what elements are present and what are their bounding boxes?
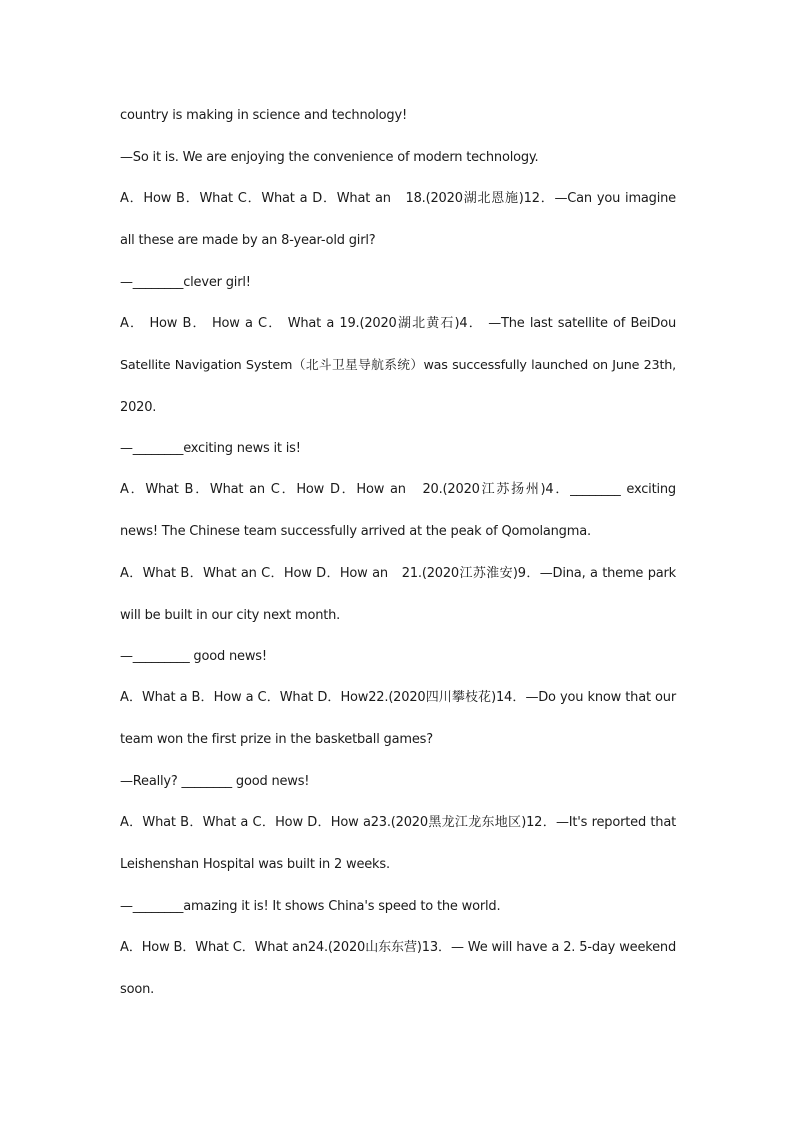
text-line-11: news! The Chinese team successfully arrived at the peak of Qomolangma. <box>120 524 591 539</box>
text-line-4: all these are made by an 8-year-old girl? <box>120 233 376 248</box>
text-line-9: —________exciting news it is! <box>120 441 301 456</box>
text-line-13: will be built in our city next month. <box>120 608 341 623</box>
text-line-10: A．What B．What an C．How D．How an 20.(2020江苏扬州)4．________ exciting <box>120 482 676 497</box>
text-line-1: country is making in science and technology! <box>120 108 407 123</box>
text-line-8: 2020. <box>120 400 157 415</box>
text-line-7: Satellite Navigation System（北斗卫星导航系统）was successfully launched on June 23th, <box>120 358 676 373</box>
text-line-18: A．What B．What a C．How D．How a23.(2020黑龙江龙东地区)12．—It's reported that <box>120 815 676 830</box>
text-line-6: A． How B． How a C． What a 19.(2020湖北黄石)4． —The last satellite of BeiDou <box>120 316 676 331</box>
text-line-14: —_________ good news! <box>120 649 267 664</box>
text-line-19: Leishenshan Hospital was built in 2 weeks. <box>120 857 390 872</box>
text-line-15: A．What a B．How a C．What D．How22.(2020四川攀枝花)14．—Do you know that our <box>120 690 676 705</box>
text-line-16: team won the first prize in the basketball games? <box>120 732 433 747</box>
text-line-3: A．How B．What C．What a D．What an 18.(2020湖北恩施)12．—Can you imagine <box>120 191 676 206</box>
text-line-5: —________clever girl! <box>120 275 251 290</box>
text-line-22: soon. <box>120 982 155 997</box>
text-line-20: —________amazing it is! It shows China's speed to the world. <box>120 899 501 914</box>
text-line-12: A．What B．What an C．How D．How an 21.(2020江苏淮安)9．—Dina, a theme park <box>120 566 676 581</box>
text-line-2: —So it is. We are enjoying the convenience of modern technology. <box>120 150 539 165</box>
text-line-21: A．How B．What C．What an24.(2020山东东营)13．— We will have a 2. 5-day weekend <box>120 940 676 955</box>
text-line-17: —Really? ________ good news! <box>120 774 310 789</box>
